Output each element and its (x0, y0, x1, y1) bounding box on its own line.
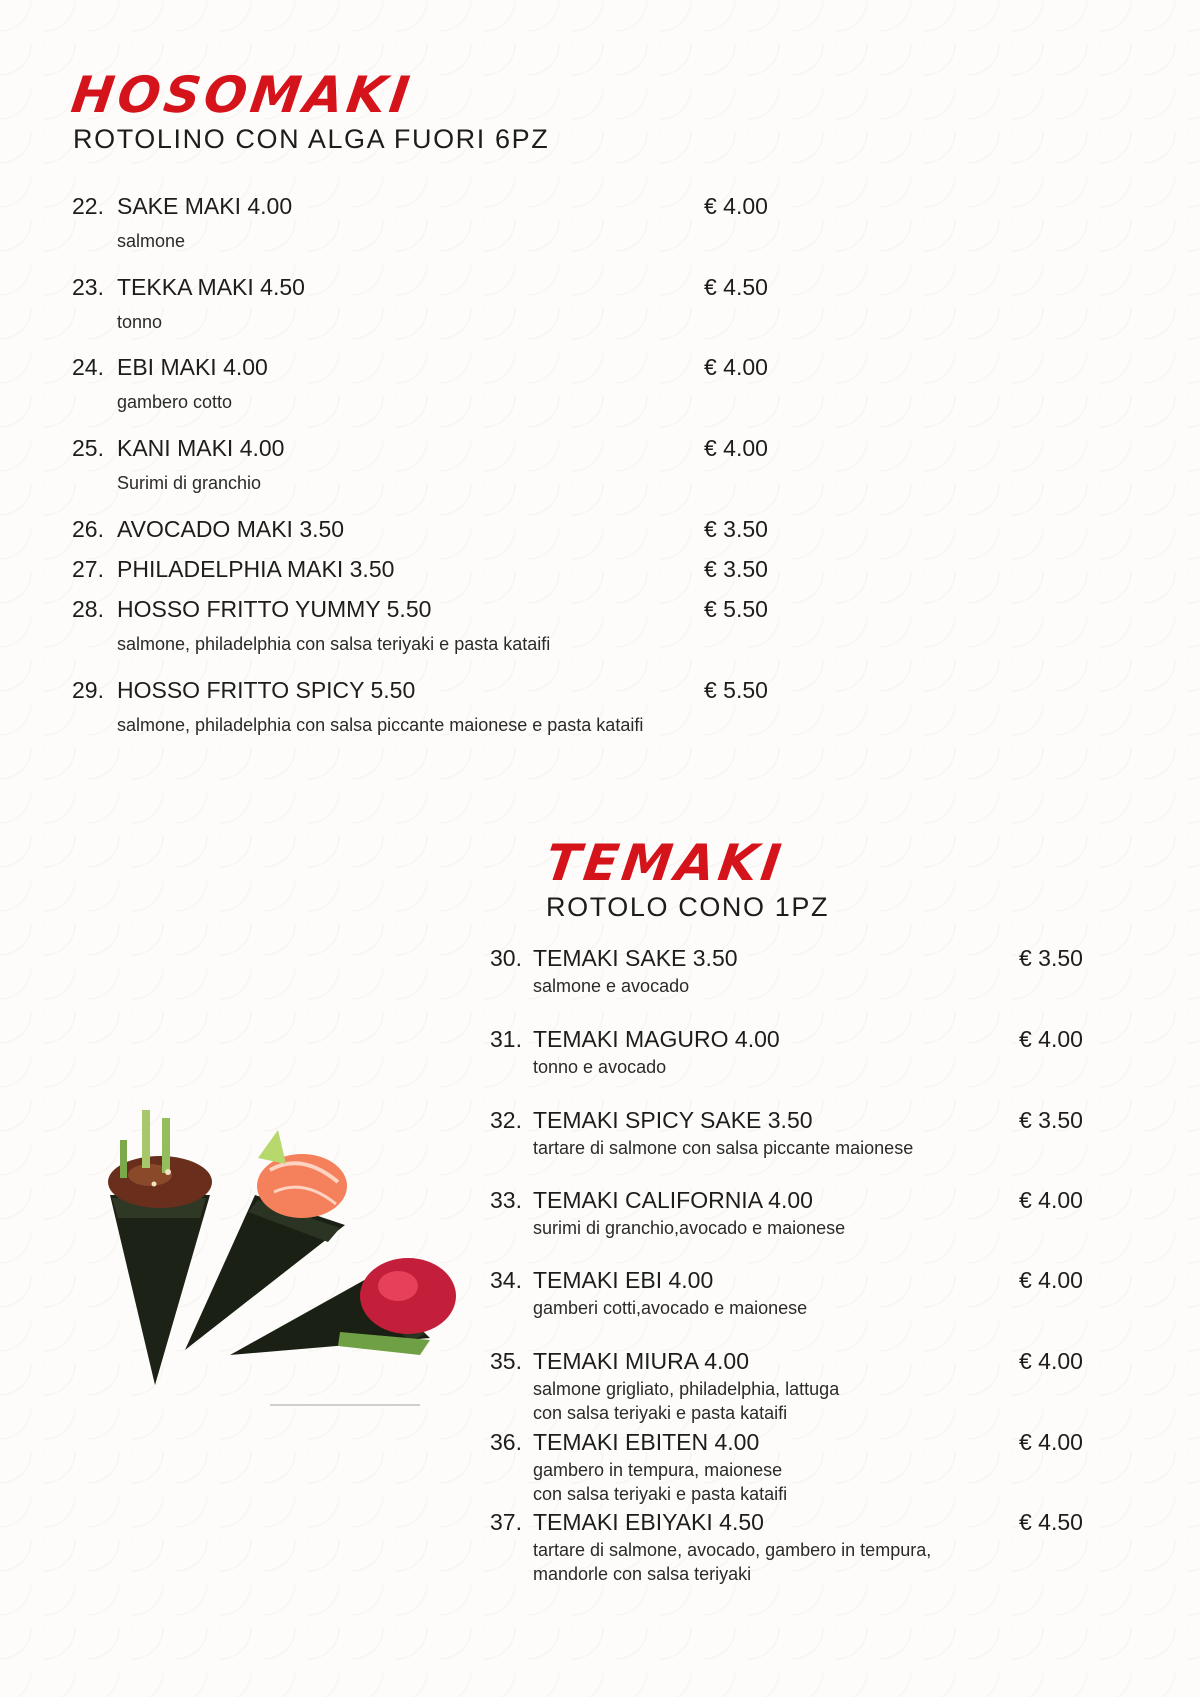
item-price: € 3.50 (1019, 945, 1083, 971)
item-price: € 3.50 (704, 516, 768, 542)
item-price: € 4.00 (1019, 1187, 1083, 1213)
item-number: 34. (490, 1267, 522, 1293)
item-description: tonno e avocado (533, 1057, 667, 1077)
item-description: tartare di salmone, avocado, gambero in tempura, (533, 1540, 932, 1560)
hosomaki-title: HOSOMAKI (67, 66, 417, 124)
item-name: TEKKA MAKI 4.50 (117, 274, 305, 300)
temaki-cones-photo (90, 1100, 490, 1430)
temaki-title: TEMAKI (541, 834, 789, 892)
item-name: SAKE MAKI 4.00 (117, 193, 293, 219)
item-description: gamberi cotti,avocado e maionese (533, 1298, 808, 1318)
item-description: salmone, philadelphia con salsa teriyaki e pasta kataifi (117, 634, 551, 654)
item-price: € 4.00 (704, 193, 768, 219)
item-number: 35. (490, 1348, 522, 1374)
item-name: TEMAKI CALIFORNIA 4.00 (533, 1187, 813, 1213)
item-price: € 4.00 (704, 354, 768, 380)
item-price: € 3.50 (704, 556, 768, 582)
item-name: TEMAKI EBITEN 4.00 (533, 1429, 760, 1455)
item-name: AVOCADO MAKI 3.50 (117, 516, 345, 542)
item-number: 36. (490, 1429, 522, 1455)
item-name: TEMAKI EBI 4.00 (533, 1267, 714, 1293)
item-number: 31. (490, 1026, 522, 1052)
item-number: 28. (72, 596, 104, 622)
item-description: salmone (117, 231, 186, 251)
item-price: € 4.50 (1019, 1509, 1083, 1535)
item-number: 23. (72, 274, 104, 300)
hosomaki-subtitle: ROTOLINO CON ALGA FUORI 6PZ (73, 124, 550, 154)
item-name: TEMAKI SAKE 3.50 (533, 945, 738, 971)
item-name: HOSSO FRITTO YUMMY 5.50 (117, 596, 432, 622)
item-name: TEMAKI MIURA 4.00 (533, 1348, 750, 1374)
item-name: PHILADELPHIA MAKI 3.50 (117, 556, 395, 582)
item-price: € 4.00 (704, 435, 768, 461)
item-number: 33. (490, 1187, 522, 1213)
item-price: € 4.50 (704, 274, 768, 300)
item-name: EBI MAKI 4.00 (117, 354, 268, 380)
item-description: tartare di salmone con salsa piccante maionese (533, 1138, 914, 1158)
item-description: con salsa teriyaki e pasta kataifi (533, 1484, 788, 1504)
item-description: Surimi di granchio (117, 473, 262, 493)
item-name: HOSSO FRITTO SPICY 5.50 (117, 677, 416, 703)
item-description: mandorle con salsa teriyaki (533, 1564, 752, 1584)
item-description: tonno (117, 312, 163, 332)
item-price: € 4.00 (1019, 1348, 1083, 1374)
item-number: 22. (72, 193, 104, 219)
item-price: € 5.50 (704, 677, 768, 703)
item-price: € 4.00 (1019, 1026, 1083, 1052)
item-name: TEMAKI SPICY SAKE 3.50 (533, 1107, 813, 1133)
item-description: salmone grigliato, philadelphia, lattuga (533, 1379, 840, 1399)
item-description: gambero in tempura, maionese (533, 1460, 783, 1480)
item-name: KANI MAKI 4.00 (117, 435, 285, 461)
item-name: TEMAKI EBIYAKI 4.50 (533, 1509, 764, 1535)
item-description: con salsa teriyaki e pasta kataifi (533, 1403, 788, 1423)
item-number: 26. (72, 516, 104, 542)
item-number: 24. (72, 354, 104, 380)
item-number: 37. (490, 1509, 522, 1535)
item-number: 29. (72, 677, 104, 703)
item-price: € 4.00 (1019, 1429, 1083, 1455)
item-description: gambero cotto (117, 392, 233, 412)
temaki-subtitle: ROTOLO CONO 1PZ (546, 892, 830, 922)
item-number: 25. (72, 435, 104, 461)
item-price: € 4.00 (1019, 1267, 1083, 1293)
item-description: surimi di granchio,avocado e maionese (533, 1218, 846, 1238)
item-number: 32. (490, 1107, 522, 1133)
item-name: TEMAKI MAGURO 4.00 (533, 1026, 780, 1052)
item-number: 27. (72, 556, 104, 582)
item-description: salmone, philadelphia con salsa piccante maionese e pasta kataifi (117, 715, 644, 735)
item-price: € 3.50 (1019, 1107, 1083, 1133)
item-number: 30. (490, 945, 522, 971)
temaki-cone-eel (108, 1110, 212, 1385)
item-price: € 5.50 (704, 596, 768, 622)
item-description: salmone e avocado (533, 976, 690, 996)
